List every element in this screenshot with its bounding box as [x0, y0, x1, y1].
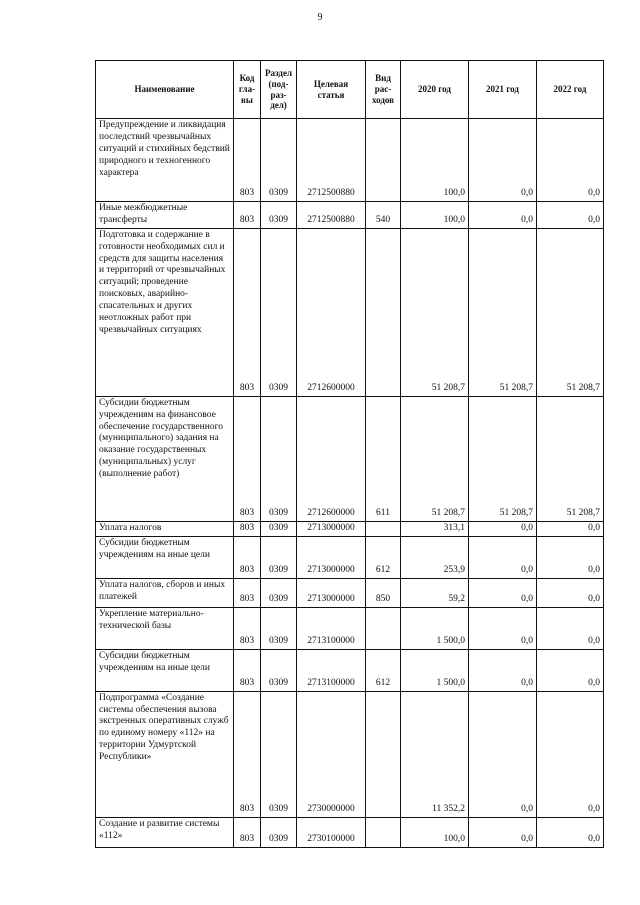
row-2020: 100,0 — [401, 202, 469, 229]
row-2022: 0,0 — [537, 607, 604, 649]
row-section: 0309 — [261, 202, 297, 229]
row-name: Субсидии бюджетным учреждениям на финансовое обеспечение государственного (муниципального) задания на оказание государственных (муниципальных) услуг (выполнение работ) — [96, 396, 234, 521]
row-2020: 51 208,7 — [401, 396, 469, 521]
row-2020: 51 208,7 — [401, 228, 469, 396]
header-2020: 2020 год — [401, 61, 469, 119]
row-name: Предупреждение и ликвидация последствий чрезвычайных ситуаций и стихийных бедствий природного и техногенного характера — [96, 119, 234, 202]
row-2021: 0,0 — [469, 119, 537, 202]
row-name: Иные межбюджетные трансферты — [96, 202, 234, 229]
table-row — [96, 228, 604, 396]
row-2022: 51 208,7 — [537, 228, 604, 396]
row-expense: 612 — [366, 536, 401, 578]
row-chapter: 803 — [234, 607, 261, 649]
row-expense — [366, 691, 401, 817]
row-2020: 100,0 — [401, 817, 469, 847]
row-section: 0309 — [261, 228, 297, 396]
row-2022: 0,0 — [537, 691, 604, 817]
row-2022: 0,0 — [537, 202, 604, 229]
row-expense: 612 — [366, 649, 401, 691]
budget-table — [95, 60, 604, 848]
table-row — [96, 691, 604, 817]
row-expense: 540 — [366, 202, 401, 229]
row-name: Подпрограмма «Создание системы обеспечения вызова экстренных оперативных служб по единому номеру «112» на территории Удмуртской Республики» — [96, 691, 234, 817]
header-section: Раздел (под- раз- дел) — [261, 61, 297, 119]
header-2022: 2022 год — [537, 61, 604, 119]
row-chapter: 803 — [234, 521, 261, 536]
table-row — [96, 649, 604, 691]
row-2021: 0,0 — [469, 691, 537, 817]
row-2020: 11 352,2 — [401, 691, 469, 817]
header-chapter: Код гла- вы — [234, 61, 261, 119]
header-row — [96, 61, 604, 119]
row-expense: 850 — [366, 578, 401, 607]
row-section: 0309 — [261, 578, 297, 607]
row-2022: 0,0 — [537, 521, 604, 536]
row-section: 0309 — [261, 649, 297, 691]
row-name: Создание и развитие системы «112» — [96, 817, 234, 847]
row-2021: 0,0 — [469, 536, 537, 578]
table-row — [96, 578, 604, 607]
row-section: 0309 — [261, 521, 297, 536]
row-2021: 51 208,7 — [469, 396, 537, 521]
row-target: 2712500880 — [297, 202, 366, 229]
row-target: 2712500880 — [297, 119, 366, 202]
row-name: Субсидии бюджетным учреждениям на иные цели — [96, 536, 234, 578]
header-2021: 2021 год — [469, 61, 537, 119]
row-2021: 0,0 — [469, 202, 537, 229]
row-expense — [366, 817, 401, 847]
row-section: 0309 — [261, 119, 297, 202]
row-section: 0309 — [261, 817, 297, 847]
row-chapter: 803 — [234, 691, 261, 817]
table-row — [96, 536, 604, 578]
row-2020: 1 500,0 — [401, 607, 469, 649]
row-2022: 0,0 — [537, 119, 604, 202]
header-target: Целевая статья — [297, 61, 366, 119]
row-2020: 313,1 — [401, 521, 469, 536]
row-2022: 51 208,7 — [537, 396, 604, 521]
row-target: 2730000000 — [297, 691, 366, 817]
row-section: 0309 — [261, 607, 297, 649]
row-section: 0309 — [261, 691, 297, 817]
row-target: 2713000000 — [297, 578, 366, 607]
row-chapter: 803 — [234, 817, 261, 847]
row-chapter: 803 — [234, 119, 261, 202]
row-target: 2712600000 — [297, 396, 366, 521]
table-row — [96, 521, 604, 536]
header-name: Наименование — [96, 61, 234, 119]
row-chapter: 803 — [234, 202, 261, 229]
row-name: Подготовка и содержание в готовности необходимых сил и средств для защиты населения и территорий от чрезвычайных ситуаций; проведение поисковых, аварийно-спасательных и других неотложных работ при чрезвычайных ситуациях — [96, 228, 234, 396]
row-target: 2713100000 — [297, 649, 366, 691]
row-name: Уплата налогов — [96, 521, 234, 536]
row-target: 2713000000 — [297, 536, 366, 578]
header-expense: Вид рас- ходов — [366, 61, 401, 119]
row-expense — [366, 228, 401, 396]
row-name: Субсидии бюджетным учреждениям на иные цели — [96, 649, 234, 691]
row-expense — [366, 607, 401, 649]
row-name: Уплата налогов, сборов и иных платежей — [96, 578, 234, 607]
row-target: 2713000000 — [297, 521, 366, 536]
row-2020: 59,2 — [401, 578, 469, 607]
row-target: 2712600000 — [297, 228, 366, 396]
row-2021: 0,0 — [469, 521, 537, 536]
row-section: 0309 — [261, 536, 297, 578]
table-row — [96, 202, 604, 229]
row-chapter: 803 — [234, 228, 261, 396]
table-row — [96, 396, 604, 521]
row-chapter: 803 — [234, 578, 261, 607]
row-2020: 100,0 — [401, 119, 469, 202]
row-chapter: 803 — [234, 396, 261, 521]
row-name: Укрепление материально-технической базы — [96, 607, 234, 649]
row-2020: 1 500,0 — [401, 649, 469, 691]
row-section: 0309 — [261, 396, 297, 521]
row-target: 2713100000 — [297, 607, 366, 649]
row-2022: 0,0 — [537, 649, 604, 691]
row-2021: 0,0 — [469, 649, 537, 691]
row-2020: 253,9 — [401, 536, 469, 578]
row-2021: 51 208,7 — [469, 228, 537, 396]
table-row — [96, 607, 604, 649]
row-expense — [366, 119, 401, 202]
table-row — [96, 817, 604, 847]
row-chapter: 803 — [234, 649, 261, 691]
row-2022: 0,0 — [537, 817, 604, 847]
row-2022: 0,0 — [537, 578, 604, 607]
row-2022: 0,0 — [537, 536, 604, 578]
table-row — [96, 119, 604, 202]
row-2021: 0,0 — [469, 817, 537, 847]
row-2021: 0,0 — [469, 578, 537, 607]
row-2021: 0,0 — [469, 607, 537, 649]
row-chapter: 803 — [234, 536, 261, 578]
row-target: 2730100000 — [297, 817, 366, 847]
row-expense: 611 — [366, 396, 401, 521]
row-expense — [366, 521, 401, 536]
page-number: 9 — [317, 12, 323, 23]
